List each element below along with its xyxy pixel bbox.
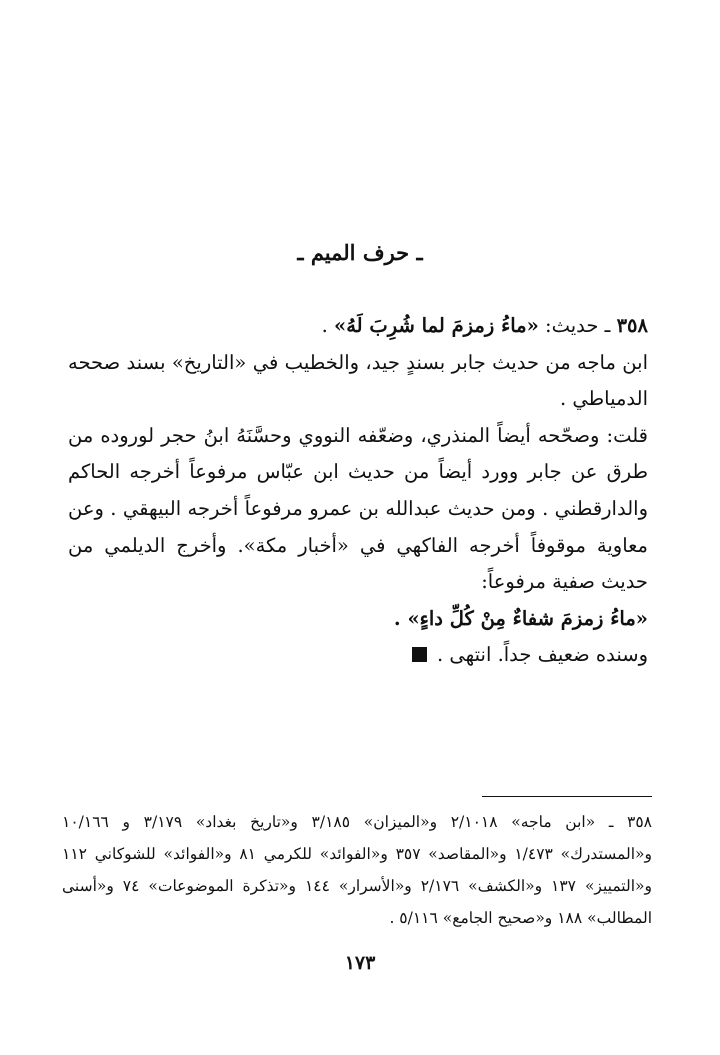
entry-end: . [321, 314, 335, 337]
footnote-separator [482, 796, 652, 797]
entry-body [68, 308, 648, 674]
page-number: ١٧٣ [344, 952, 376, 974]
entry-heading-line [68, 308, 648, 345]
entry-number: ٣٥٨ [616, 314, 648, 337]
end-square-icon [412, 647, 427, 662]
entry-label: ـ حديث: [538, 314, 617, 337]
footnote: ٣٥٨ ـ «ابن ماجه» ٢/١٠١٨ و«الميزان» ٣/١٨٥ و«تاريخ بغداد» ٣/١٧٩ و ١٠/١٦٦ و«المستدرك» ١/٤٧٣ و«المقاصد» ٣٥٧ و«الفوائد» للكرمي ٨١ و«الفوائد» للشوكاني ١١٢ و«التمييز» ١٣٧ و«الكشف» ٢/١٧٦ و«الأسرار» ١٤٤ و«تذكرة الموضوعات» ٧٤ و«أسنى المطالب» ١٨٨ و«صحيح الجامع» ٥/١١٦ . [62, 813, 652, 927]
quoted-hadith: «ماءُ زمزمَ شفاءٌ مِنْ كُلِّ داءٍ» . [393, 606, 648, 630]
paragraph-comment: قلت: وصحّحه أيضاً المنذري، وضعّفه النووي وحسَّنَهُ ابنُ حجر لوروده من طرق عن جابر وورد أيضاً من حديث ابن عبّاس مرفوعاً أخرجه الحاكم والدارقطني . ومن حديث عبدالله بن عمرو مرفوعاً أخرجه البيهقي . وعن معاوية موقوفاً أخرجه الفاكهي في «أخبار مكة». وأخرج الديلمي من حديث صفية مرفوعاً: [68, 423, 648, 594]
closing-line [68, 637, 648, 674]
paragraph-source: ابن ماجه من حديث جابر بسندٍ جيد، والخطيب في «التاريخ» بسند صححه الدمياطي . [68, 350, 648, 411]
closing-text: وسنده ضعيف جداً. انتهى . [437, 643, 648, 667]
hadith-text: «ماءُ زمزمَ لما شُرِبَ لَهُ» [334, 314, 539, 337]
chapter-heading: ـ حرف الميم ـ [297, 240, 423, 265]
